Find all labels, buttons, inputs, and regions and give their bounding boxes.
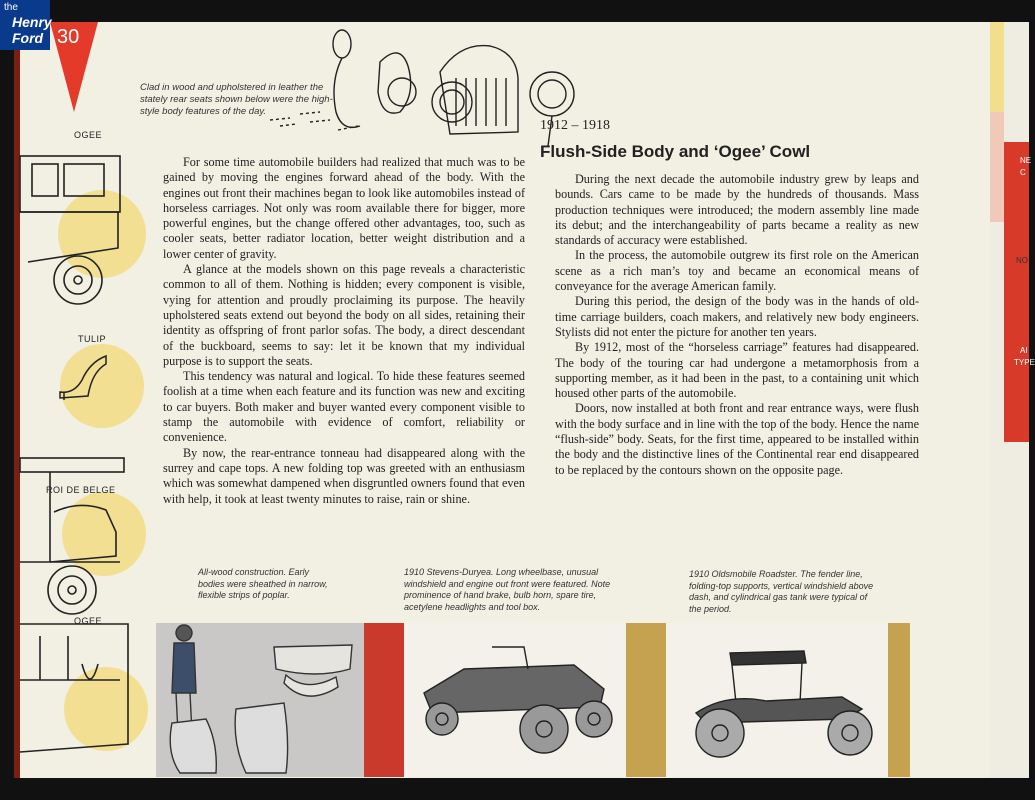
page-number: 30 xyxy=(57,26,80,48)
facing-red-strip xyxy=(1004,142,1032,442)
logo-line-1: the xyxy=(4,2,18,13)
paragraph: In the process, the automobile outgrew its first role on the American scene as a rich man’s toy and became an economical means of conveyance for the average American family. xyxy=(555,248,919,294)
logo-line-2: Henry xyxy=(12,14,52,30)
photo-caption-stevens-duryea: 1910 Stevens-Duryea. Long wheelbase, unusual windshield and engine out front were featured. Note prominence of hand brake, bulb horn, spare tire, acetylene headlights and tool box. xyxy=(404,567,611,612)
photo-caption-wood-construction: All-wood construction. Early bodies were sheathed in narrow, flexible strips of poplar. xyxy=(198,567,328,600)
paragraph: This tendency was natural and logical. To hide these features seemed foolish at a time when each feature and its function was new and exciting to car buyers. Both maker and buyer wanted every component visible to stamp the automobile with evidence of comfort, reliability or convenience. xyxy=(163,369,525,445)
paragraph: During the next decade the automobile industry grew by leaps and bounds. Cars came to be made by the hundreds of thousands. Mass production techniques were introduced; the modern assembly line made its debut; and the interchangeability of parts became a reality as new standards of accuracy were established. xyxy=(555,172,919,248)
color-band-gold xyxy=(626,623,666,777)
color-band-red xyxy=(364,623,404,777)
facing-text: C xyxy=(1020,168,1026,177)
color-band-gold-2 xyxy=(888,623,910,777)
photo-1910-stevens-duryea xyxy=(404,623,626,777)
worker-with-body-panels-illustration xyxy=(156,623,364,777)
carriage-sketch-ogee-2 xyxy=(20,624,150,778)
photo-wood-body-construction xyxy=(156,623,364,777)
label-ogee-2: OGEE xyxy=(74,616,103,626)
facing-text: NO xyxy=(1016,256,1028,265)
roadster-illustration xyxy=(666,623,888,777)
facing-yellow-strip xyxy=(990,22,1004,112)
facing-pink-strip xyxy=(990,112,1004,222)
paragraph: During this period, the design of the body was in the hands of old-time carriage builders, coach makers, and relatively new body engineers. Stylists did not enter the picture for another ten years. xyxy=(555,294,919,339)
date-range: 1912 – 1918 xyxy=(540,118,610,133)
henry-ford-logo xyxy=(0,0,50,50)
carriage-sketch-roi-de-belge xyxy=(20,452,130,622)
label-ogee: OGEE xyxy=(74,130,103,140)
paragraph: By 1912, most of the “horseless carriage” features had disappeared. The body of the touring car had undergone a metamorphosis from a supporting member, as it had been in the past, to a containing unit which housed other parts of the automobile. xyxy=(555,340,919,401)
photo-caption-oldsmobile: 1910 Oldsmobile Roadster. The fender line, folding-top supports, vertical windshield above dash, and cylindrical gas tank were typical of the period. xyxy=(689,569,874,614)
paragraph: For some time automobile builders had realized that much was to be gained by moving the engines forward ahead of the body. With the engines out front their machines began to look like automobiles instead of horseless carriages. Not only was room available there for bigger, more powerful engines, but the change offered other advantages, too, such as cooler seats, better radiator location, better weight distribution and a lower center of gravity. xyxy=(163,155,525,261)
facing-text: TYPE xyxy=(1014,358,1035,367)
facing-text: NE xyxy=(1020,156,1032,165)
carriage-sketch-ogee xyxy=(20,152,130,312)
top-caption: Clad in wood and upholstered in leather the stately rear seats shown below were the high-style body features of the day. xyxy=(140,82,333,117)
body-column-left xyxy=(163,155,525,507)
paragraph: By now, the rear-entrance tonneau had disappeared along with the surrey and cape tops. A new folding top was greeted with an enthusiasm which was somewhat dampened when disgruntled owners found that even with help, it took at least twenty minutes to raise, rain or shine. xyxy=(163,445,525,506)
facing-page-edge xyxy=(990,22,1035,778)
touring-car-illustration xyxy=(404,623,626,777)
paragraph: A glance at the models shown on this page reveals a characteristic common to all of them. Nothing is hidden; every component is visible, vying for attention and proudly proclaiming its purpose. The heavily upholstered seats extend out beyond the body on all sides, retaining their identity as offspring of front parlor sofas. The body, a direct descendant of the buckboard, seems to say: let it be known that my individual purpose is to support the seats. xyxy=(163,262,525,368)
label-roi-de-belge: ROI DE BELGE xyxy=(46,485,116,495)
body-column-right xyxy=(555,172,919,478)
logo-line-3: Ford xyxy=(12,30,44,46)
section-headline: Flush-Side Body and ‘Ogee’ Cowl xyxy=(540,142,811,161)
paragraph: Doors, now installed at both front and rear entrance ways, were flush with the body surface and in line with the top of the body. Hence the name “flush-side” body. Seats, for the first time, appeared to be installed within the body and the distinctive lines of the Continental rear end disappeared to be replaced by the contours shown on the opposite page. xyxy=(555,401,919,477)
label-tulip: TULIP xyxy=(78,334,107,344)
photo-1910-oldsmobile-roadster xyxy=(666,623,888,777)
seat-sketch-tulip xyxy=(56,352,116,407)
facing-text: AI xyxy=(1020,346,1028,355)
